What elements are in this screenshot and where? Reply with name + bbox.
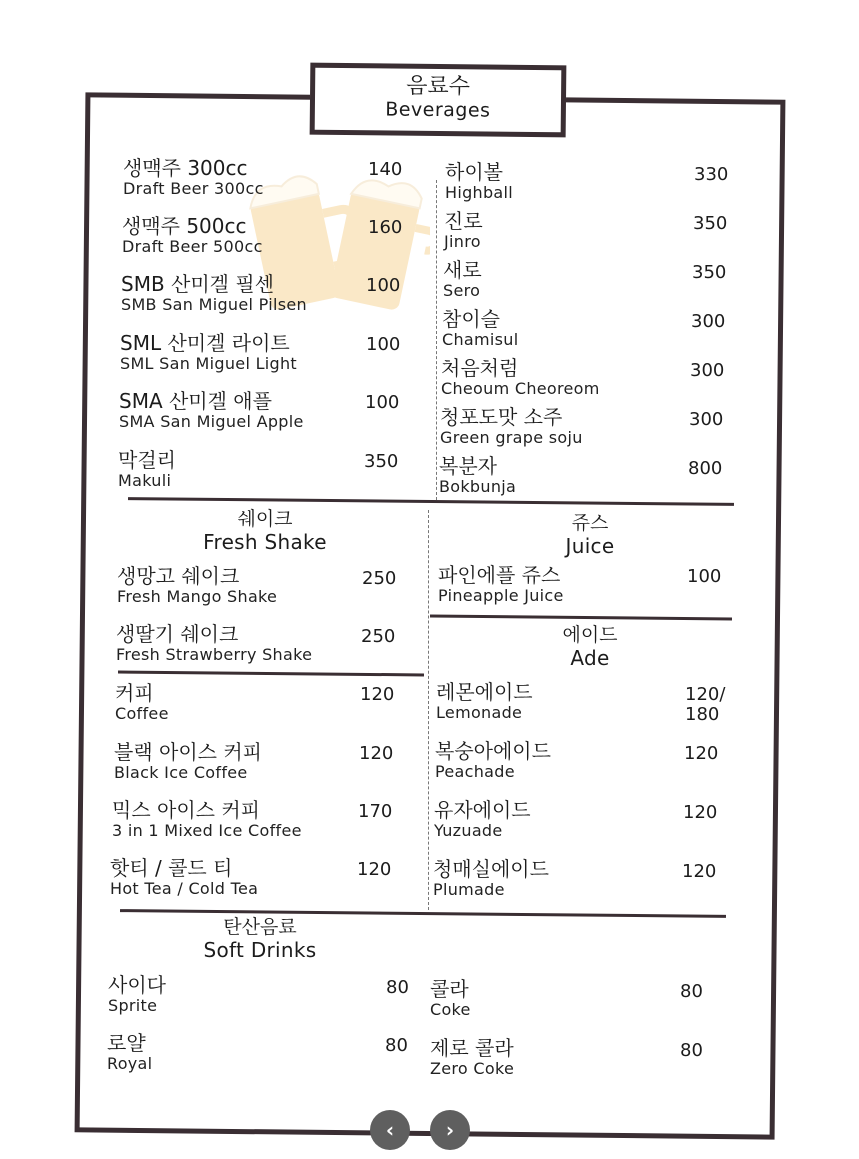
item-name-en: Fresh Mango Shake [117,587,278,606]
item-price: 300 [691,311,726,332]
item-price: 100 [365,392,400,413]
menu-item [438,565,564,605]
menu-item [108,975,166,1015]
item-price: 120 [359,743,394,764]
item-price: 160 [368,217,403,238]
item-price: 250 [362,568,397,589]
menu-item [121,274,307,314]
item-name-ko: 로얄 [107,1031,146,1055]
item-name-ko: 생맥주 500cc [122,214,247,238]
item-name-ko: 제로 콜라 [430,1036,514,1060]
item-name-en: 3 in 1 Mixed Ice Coffee [112,821,302,840]
section-title-en: Fresh Shake [203,530,327,554]
item-name-ko: 핫티 / 콜드 티 [110,856,233,880]
item-name-ko: 커피 [115,681,154,705]
item-name-en: Highball [445,183,514,202]
item-name-ko: 새로 [443,258,482,282]
item-price: 120 [682,861,717,882]
menu-item [117,566,277,606]
item-name-en: Sprite [108,996,158,1015]
item-name-en: Zero Coke [430,1059,515,1078]
item-price: 100 [366,275,401,296]
item-name-en: SML San Miguel Light [120,354,297,373]
column-divider [428,510,429,910]
item-name-en: Peachade [435,762,515,781]
menu-item [115,683,169,723]
item-name-en: Coke [430,1000,471,1019]
item-name-en: SMB San Miguel Pilsen [121,295,307,314]
menu-item [433,859,549,899]
menu-item [112,800,302,840]
section-title-ko: 에이드 [562,624,618,646]
menu-item [110,858,258,898]
menu-item [444,211,483,251]
item-name-ko: SML 산미겔 라이트 [120,331,290,355]
item-name-ko: 참이슬 [442,307,500,331]
column-divider [436,180,437,500]
item-price: 800 [688,458,723,479]
item-name-en: Black Ice Coffee [114,763,248,782]
menu-item [430,1038,514,1078]
item-name-ko: SMB 산미겔 필센 [121,272,274,296]
item-name-en: Cheoum Cheoreom [441,379,600,398]
section-header-juice [520,512,660,558]
menu-item [445,162,513,202]
item-price: 350 [693,213,728,234]
next-page-button[interactable] [430,1110,470,1150]
section-title-ko: 쥬스 [571,512,609,534]
item-name-en: Sero [443,281,481,300]
item-name-ko: 생맥주 300cc [123,156,248,180]
menu-item [122,216,263,256]
item-name-en: Jinro [444,232,481,251]
page-title [310,63,567,138]
item-price: 300 [690,360,725,381]
menu-item [123,158,264,198]
item-name-en: Coffee [115,704,169,723]
item-name-ko: 하이볼 [445,160,503,184]
menu-item [116,624,312,664]
item-price: 140 [368,159,403,180]
menu-item [435,741,551,781]
item-name-en: Yuzuade [434,821,503,840]
item-name-ko: 믹스 아이스 커피 [112,798,260,822]
item-name-ko: 블랙 아이스 커피 [114,740,262,764]
title-korean: 음료수 [406,73,471,100]
item-name-ko: 청포도맛 소주 [440,405,563,429]
menu-item [441,358,600,398]
menu-item [119,391,304,431]
item-name-en: Bokbunja [439,477,517,496]
item-price: 120/ [685,684,726,705]
section-title-ko: 쉐이크 [237,508,293,530]
item-price-alt: 180 [685,704,720,725]
item-price: 120 [357,859,392,880]
item-name-ko: 처음처럼 [441,356,519,380]
item-name-en: Lemonade [436,703,523,722]
menu-item [118,450,176,490]
item-name-ko: 막걸리 [118,448,176,472]
menu-item [442,309,518,349]
item-name-en: Draft Beer 500cc [122,237,263,256]
item-price: 300 [689,409,724,430]
item-name-en: Makuli [118,471,172,490]
item-name-ko: 유자에이드 [434,798,531,822]
chevron-left-icon: ‹ [385,1118,395,1142]
item-price: 80 [680,1040,703,1061]
item-price: 350 [692,262,727,283]
item-price: 80 [680,981,703,1002]
chevron-right-icon: › [445,1118,455,1142]
menu-item [114,742,262,782]
item-price: 170 [358,801,393,822]
item-name-en: Draft Beer 300cc [123,179,264,198]
menu-item [434,800,531,840]
item-name-ko: 생딸기 쉐이크 [116,622,239,646]
section-header-shake [190,508,340,554]
previous-page-button[interactable] [370,1110,410,1150]
menu-item [440,407,583,447]
menu-item [436,682,533,722]
menu-item [443,260,482,300]
item-name-ko: 사이다 [108,973,166,997]
item-name-ko: 진로 [444,209,483,233]
item-name-ko: SMA 산미겔 애플 [119,389,272,413]
item-name-ko: 생망고 쉐이크 [117,564,240,588]
item-name-en: Fresh Strawberry Shake [116,645,313,664]
item-price: 80 [386,977,409,998]
item-name-en: Pineapple Juice [438,586,564,605]
item-price: 80 [385,1035,408,1056]
item-name-en: Chamisul [442,330,519,349]
section-header-ade [520,624,660,670]
menu-item [439,456,516,496]
item-name-en: Royal [107,1054,153,1073]
item-price: 330 [694,164,729,185]
item-price: 120 [684,743,719,764]
item-price: 120 [683,802,718,823]
section-title-en: Soft Drinks [203,938,317,962]
section-header-soft-drinks [190,916,330,962]
item-name-en: Green grape soju [440,428,583,447]
item-price: 100 [687,566,722,587]
item-name-ko: 복숭아에이드 [435,739,551,763]
item-name-ko: 복분자 [439,454,497,478]
section-title-en: Juice [565,534,615,558]
section-title-ko: 탄산음료 [223,916,297,938]
item-price: 250 [361,626,396,647]
section-title-en: Ade [570,646,610,670]
item-name-ko: 파인에플 쥬스 [438,563,561,587]
menu-item [120,333,297,373]
item-name-ko: 청매실에이드 [433,857,549,881]
item-price: 350 [364,451,399,472]
title-english: Beverages [385,98,491,122]
item-price: 100 [366,334,401,355]
item-name-en: SMA San Miguel Apple [119,412,304,431]
item-price: 120 [360,684,395,705]
menu-item [430,979,471,1019]
item-name-ko: 콜라 [430,977,469,1001]
item-name-en: Plumade [433,880,505,899]
item-name-ko: 레몬에이드 [436,680,533,704]
item-name-en: Hot Tea / Cold Tea [110,879,259,898]
menu-item [107,1033,152,1073]
